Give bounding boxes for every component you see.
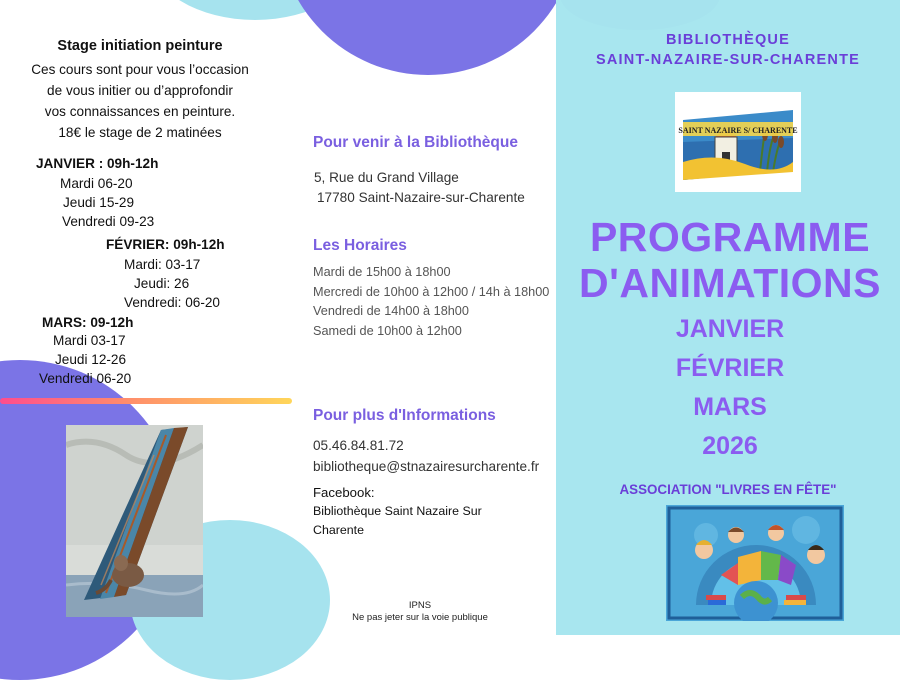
- title-line2: D'ANIMATIONS: [579, 260, 881, 306]
- month-fevrier: FÉVRIER: [675, 354, 785, 382]
- mars-heading: MARS: 09-12h: [42, 315, 134, 330]
- facebook-page-line2[interactable]: Charente: [313, 523, 364, 537]
- title-line1: PROGRAMME: [589, 214, 871, 260]
- year: 2026: [702, 432, 758, 460]
- library-header-line1: BIBLIOTHÈQUE: [666, 32, 790, 48]
- decorative-blob-purple-top: [278, 0, 578, 75]
- phone-number[interactable]: 05.46.84.81.72: [313, 438, 404, 453]
- month-janvier: JANVIER: [675, 315, 785, 343]
- janvier-heading: JANVIER : 09h-12h: [36, 156, 159, 171]
- stage-desc-line: de vous initier ou d’approfondir: [47, 83, 233, 98]
- month-mars: MARS: [693, 393, 767, 421]
- ipns-text: Ne pas jeter sur la voie publique: [352, 612, 488, 623]
- mars-date: Vendredi 06-20: [39, 371, 132, 386]
- access-title: Pour venir à la Bibliothèque: [313, 134, 518, 151]
- ipns-notice: [340, 600, 500, 624]
- globe-image: [666, 505, 844, 621]
- stage-title: Stage initiation peinture: [57, 38, 223, 54]
- address-line2: 17780 Saint-Nazaire-sur-Charente: [317, 190, 525, 205]
- gradient-divider: [0, 398, 292, 404]
- hours-line: Mardi de 15h00 à 18h00: [313, 265, 451, 279]
- facebook-label: Facebook:: [313, 485, 375, 500]
- fevrier-heading: FÉVRIER: 09h-12h: [106, 237, 225, 252]
- address-line1: 5, Rue du Grand Village: [314, 170, 459, 185]
- painting-image: [66, 425, 203, 617]
- logo-text: SAINT NAZAIRE S/ CHARENTE: [678, 126, 798, 135]
- janvier-date: Mardi 06-20: [60, 176, 133, 191]
- library-header-line2: SAINT-NAZAIRE-SUR-CHARENTE: [596, 52, 860, 68]
- mars-date: Mardi 03-17: [53, 333, 126, 348]
- hours-list: [313, 263, 549, 341]
- association-name: ASSOCIATION "LIVRES EN FÊTE": [619, 482, 837, 497]
- janvier-date: Vendredi 09-23: [62, 214, 155, 229]
- stage-description: [10, 59, 270, 143]
- facebook-page-line1[interactable]: Bibliothèque Saint Nazaire Sur: [313, 504, 482, 518]
- hours-line: Samedi de 10h00 à 12h00: [313, 323, 462, 338]
- mars-date: Jeudi 12-26: [55, 352, 127, 367]
- email-link[interactable]: bibliotheque@stnazairesurcharente.fr: [313, 459, 540, 474]
- hours-line: Vendredi de 14h00 à 18h00: [313, 304, 469, 318]
- fevrier-date: Jeudi: 26: [134, 276, 190, 291]
- fevrier-date: Vendredi: 06-20: [124, 295, 220, 310]
- info-title: Pour plus d'Informations: [313, 407, 496, 424]
- janvier-date: Jeudi 15-29: [63, 195, 135, 210]
- hours-title: Les Horaires: [313, 237, 407, 254]
- hours-line: Mercredi de 10h00 à 12h00 / 14h à 18h00: [313, 284, 550, 299]
- painting-shipwreck-image: [66, 425, 203, 617]
- ipns-label: IPNS: [408, 600, 432, 611]
- children-globe-illustration: [666, 505, 844, 621]
- stage-desc-line: vos connaissances en peinture.: [44, 104, 236, 119]
- logo-image: [675, 92, 801, 192]
- library-logo: [675, 92, 801, 192]
- stage-price: 18€ le stage de 2 matinées: [58, 125, 222, 140]
- stage-desc-line: Ces cours sont pour vous l’occasion: [31, 62, 249, 77]
- fevrier-date: Mardi: 03-17: [124, 257, 201, 272]
